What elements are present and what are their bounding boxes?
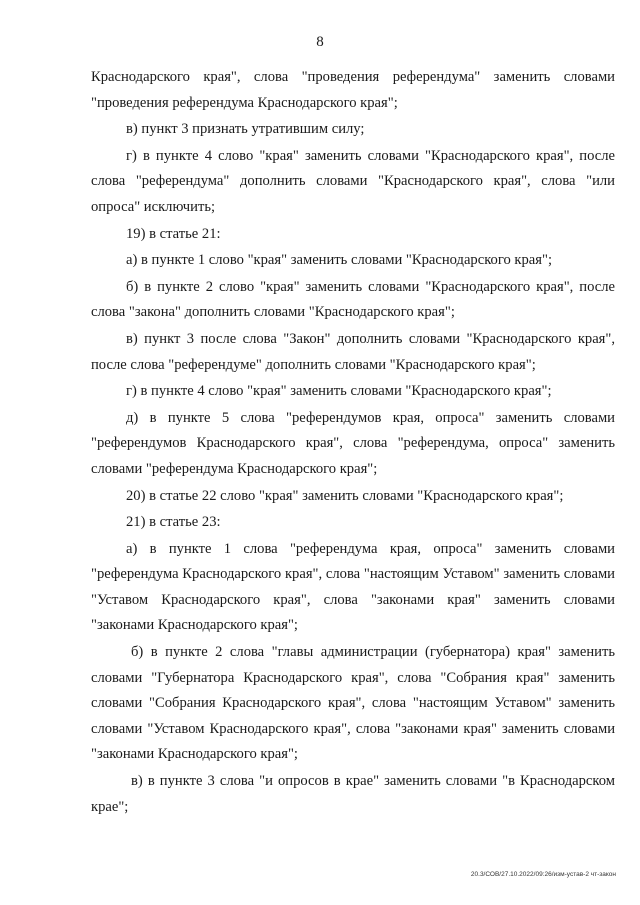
paragraph: д) в пункте 5 слова "референдумов края, опроса" заменить словами "референдумов Краснодарского края", слова "референдума, опроса" заменить словами "референдума Краснодарского края"; [91,409,615,477]
paragraph: Краснодарского края", слова "проведения референдума" заменить словами "проведения референдума Краснодарского края"; [91,69,615,111]
paragraph: в) пункт 3 признать утратившим силу; [126,121,365,138]
paragraph: г) в пункте 4 слово "края" заменить словами "Краснодарского края"; [126,383,552,400]
paragraph: 20) в статье 22 слово "края" заменить словами "Краснодарского края"; [126,487,564,504]
paragraph: б) в пункте 2 слово "края" заменить словами "Краснодарского края", после слова "закона" дополнить словами "Краснодарского края"; [91,278,615,321]
footer-document-code: 20.3/СОВ/27.10.2022/09:26/изм-устав-2 чт-закон [470,871,616,878]
paragraph: в) в пункте 3 слова "и опросов в крае" заменить словами "в Краснодарском крае"; [91,773,615,815]
paragraph: б) в пункте 2 слова "главы администрации (губернатора) края" заменить словами "Губернатора Краснодарского края", слова "Собрания края" заменить словами "Собрания Краснодарского края", слова "настоящим Уставом" заменить словами "Уставом Краснодарского края", слова "законами края" заменить словами "законами Краснодарского края"; [91,644,615,763]
paragraph: в) пункт 3 после слова "Закон" дополнить словами "Краснодарского края", после слова "референдуме" дополнить словами "Краснодарского края"; [91,330,615,373]
paragraph: а) в пункте 1 слово "края" заменить словами "Краснодарского края"; [126,252,553,269]
paragraph: 21) в статье 23: [126,514,221,531]
document-body [91,65,615,821]
paragraph: а) в пункте 1 слова "референдума края, опроса" заменить словами "референдума Краснодарского края", слова "настоящим Уставом" заменить словами "Уставом Краснодарского края", слова "законами края" заменить словами "законами Краснодарского края"; [91,540,615,634]
page-number: 8 [316,34,324,50]
paragraph: 19) в статье 21: [126,225,221,242]
paragraph: г) в пункте 4 слово "края" заменить словами "Краснодарского края", после слова "референдума" дополнить словами "Краснодарского края", слова "или опроса" исключить; [91,147,615,215]
